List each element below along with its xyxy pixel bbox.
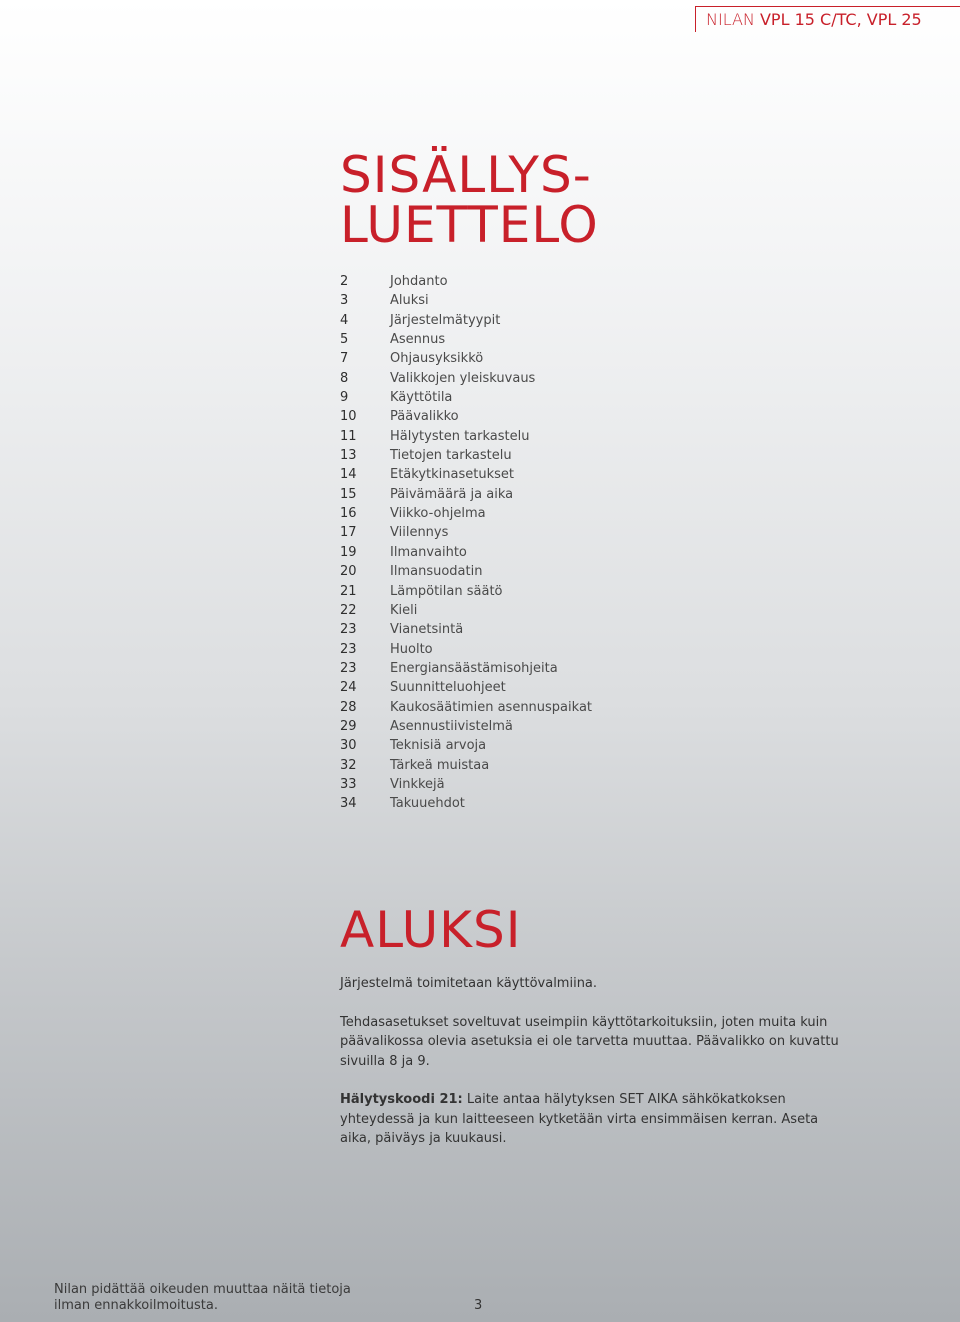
toc-page: 22	[340, 602, 357, 618]
toc-entry	[340, 582, 592, 601]
toc-entry	[340, 756, 592, 775]
toc-label: Hälytysten tarkastelu	[390, 428, 530, 444]
toc-entry	[340, 775, 592, 794]
toc-title-line1: SISÄLLYS-	[340, 146, 592, 204]
toc-label: Järjestelmätyypit	[390, 312, 501, 328]
toc-page: 34	[340, 796, 357, 812]
toc-label: Aluksi	[390, 293, 429, 309]
toc-entry	[340, 388, 592, 407]
toc-entry	[340, 311, 592, 330]
toc-entry	[340, 601, 592, 620]
toc-page: 13	[340, 448, 357, 464]
toc-entry	[340, 504, 592, 523]
toc-label: Asennustiivistelmä	[390, 718, 513, 734]
toc-label: Kieli	[390, 602, 418, 618]
toc-page: 15	[340, 486, 357, 502]
toc-entry	[340, 640, 592, 659]
header-model: VPL 15 C/TC, VPL 25	[759, 10, 922, 29]
toc-entry	[340, 427, 592, 446]
toc-label: Käyttötila	[390, 390, 453, 406]
toc-page: 7	[340, 351, 349, 367]
toc-entry	[340, 620, 592, 639]
toc-label: Etäkytkinasetukset	[390, 467, 514, 483]
paragraph	[340, 1090, 840, 1148]
toc-label: Asennus	[390, 332, 446, 348]
toc-page: 2	[340, 274, 349, 289]
toc-page: 32	[340, 757, 357, 773]
toc-page: 10	[340, 409, 357, 425]
toc-entry	[340, 407, 592, 426]
toc-label: Takuuehdot	[390, 796, 465, 812]
toc-entry	[340, 349, 592, 368]
toc-entry	[340, 330, 592, 349]
alarm-code-label: Hälytyskoodi 21:	[340, 1092, 463, 1108]
toc-label: Huolto	[390, 641, 433, 657]
toc-entry	[340, 659, 592, 678]
toc-entry	[340, 562, 592, 581]
page-header	[695, 6, 960, 32]
header-brand: NILAN	[706, 10, 755, 29]
toc-label: Viikko-ohjelma	[390, 506, 486, 522]
toc-entry	[340, 543, 592, 562]
toc-page: 5	[340, 332, 349, 348]
toc-label: Ohjausyksikkö	[390, 351, 484, 367]
toc-entry	[340, 369, 592, 388]
toc-page: 33	[340, 776, 357, 792]
toc-label: Energiansäästämisohjeita	[390, 660, 558, 676]
alarm-code-text: Laite antaa hälytyksen SET AIKA sähkökatkoksen yhteydessä ja kun laitteeseen kytketään virta ensimmäisen kerran. Aseta aika, päiväys ja kuukausi.	[340, 1092, 819, 1147]
toc-entry	[340, 698, 592, 717]
toc-label: Päivämäärä ja aika	[390, 486, 514, 502]
toc-entry	[340, 678, 592, 697]
page-number: 3	[474, 1298, 483, 1313]
section-body	[340, 974, 840, 1168]
toc-title-line2: LUETTELO	[340, 196, 599, 254]
toc-entry	[340, 736, 592, 755]
toc-page: 29	[340, 718, 357, 734]
toc-label: Viilennys	[390, 525, 449, 541]
toc-page: 4	[340, 312, 349, 328]
toc-page: 16	[340, 506, 357, 522]
toc-label: Päävalikko	[390, 409, 459, 425]
toc-entry	[340, 291, 592, 310]
toc-entry	[340, 523, 592, 542]
toc-page: 19	[340, 544, 357, 560]
toc-page: 30	[340, 738, 357, 754]
toc-page: 14	[340, 467, 357, 483]
toc-entry	[340, 717, 592, 736]
toc-page: 21	[340, 583, 357, 599]
toc-label: Valikkojen yleiskuvaus	[390, 370, 536, 386]
paragraph: Tehdasasetukset soveltuvat useimpiin käyttötarkoituksiin, joten muita kuin päävalikossa olevia asetuksia ei ole tarvetta muuttaa. Päävalikko on kuvattu sivuilla 8 ja 9.	[340, 1014, 839, 1069]
toc-page: 28	[340, 699, 357, 715]
toc-page: 17	[340, 525, 357, 541]
toc-label: Tärkeä muistaa	[390, 757, 490, 773]
toc-entry	[340, 465, 592, 484]
toc-label: Vianetsintä	[390, 622, 464, 638]
toc-page: 11	[340, 428, 357, 444]
toc-label: Teknisiä arvoja	[390, 738, 487, 754]
toc-label: Tietojen tarkastelu	[390, 448, 512, 464]
toc-label: Ilmansuodatin	[390, 564, 483, 580]
toc-page: 23	[340, 622, 357, 638]
toc-label: Vinkkejä	[390, 776, 445, 792]
section-heading: ALUKSI	[340, 901, 522, 959]
toc-label: Kaukosäätimien asennuspaikat	[390, 699, 593, 715]
toc-page: 8	[340, 370, 349, 386]
toc-page: 9	[340, 390, 349, 406]
toc-label: Lämpötilan säätö	[390, 583, 503, 599]
toc-title	[340, 146, 820, 254]
toc-page: 20	[340, 564, 357, 580]
toc-page: 3	[340, 293, 349, 309]
toc-label: Suunnitteluohjeet	[390, 680, 506, 696]
paragraph: Järjestelmä toimitetaan käyttövalmiina.	[340, 976, 598, 991]
toc-entry	[340, 794, 592, 813]
toc-page: 24	[340, 680, 357, 696]
toc-entry	[340, 446, 592, 465]
toc-page: 23	[340, 641, 357, 657]
toc-page: 23	[340, 660, 357, 676]
toc-entry	[340, 485, 592, 504]
toc-label: Ilmanvaihto	[390, 544, 467, 560]
footer-disclaimer: Nilan pidättää oikeuden muuttaa näitä tietoja ilman ennakkoilmoitusta.	[54, 1282, 351, 1313]
toc-label: Johdanto	[390, 274, 448, 289]
toc-entry	[340, 272, 592, 291]
table-of-contents	[340, 272, 592, 814]
